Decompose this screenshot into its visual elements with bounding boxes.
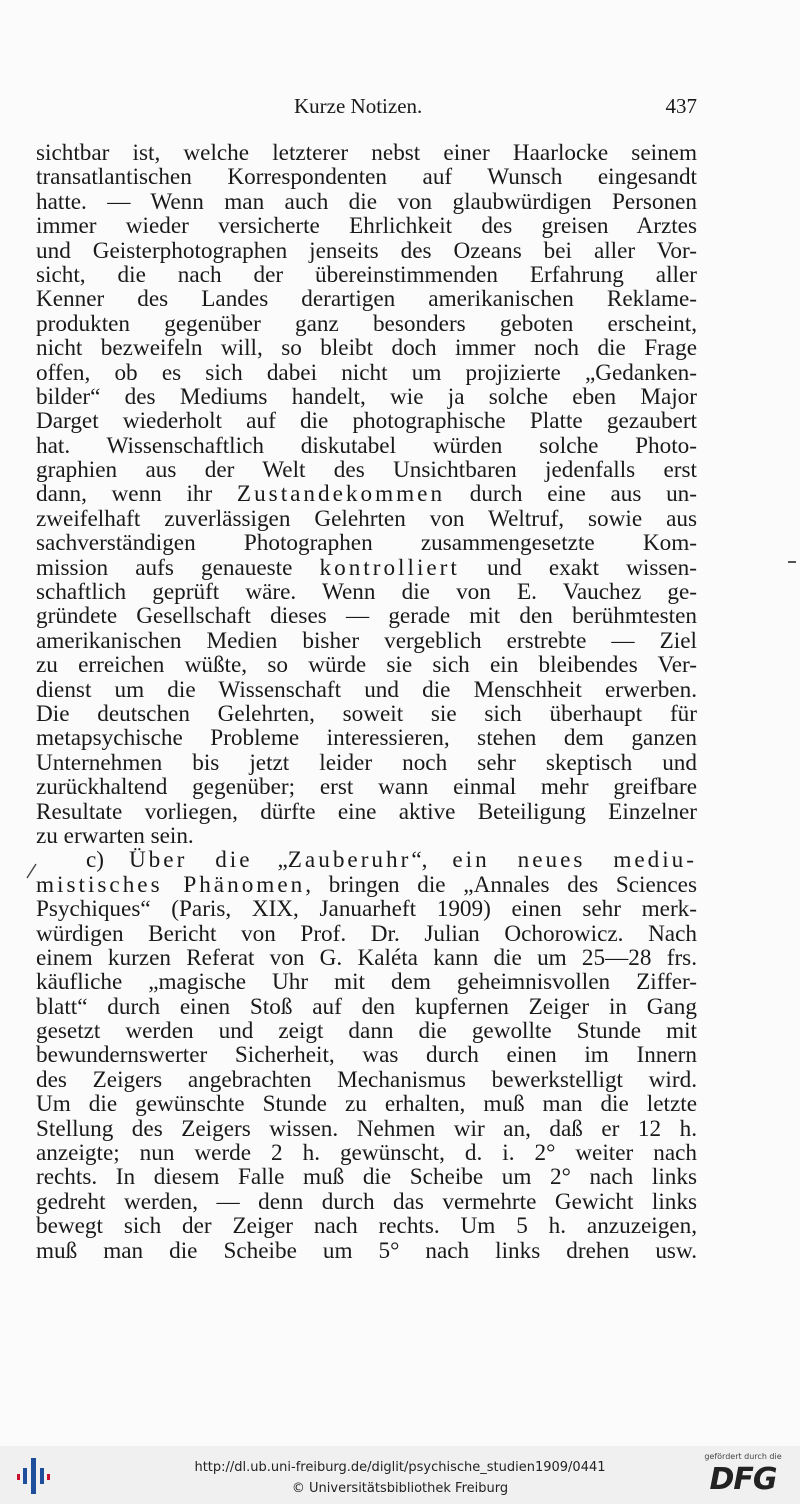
text-line: sachverständigen Photographen zusammengesetzte Kom- bbox=[36, 531, 697, 556]
text-line: zurückhaltend gegenüber; erst wann einmal mehr greifbare bbox=[36, 775, 697, 800]
text-line: Resultate vorliegen, dürfte eine aktive Beteiligung Einzelner bbox=[36, 799, 697, 824]
text-line: bewundernswerter Sicherheit, was durch einen im Innern bbox=[36, 1043, 697, 1068]
funder-note: gefördert durch die bbox=[704, 1452, 782, 1461]
page-number: 437 bbox=[665, 94, 697, 118]
copyright-text: © Universitätsbibliothek Freiburg bbox=[291, 1481, 509, 1496]
text-run: “, bbox=[411, 848, 453, 873]
text-line: produkten gegenüber ganz besonders geboten erscheint, bbox=[36, 311, 697, 337]
text-line: sichtbar ist, welche letzterer nebst einer Haarlocke seinem bbox=[36, 141, 697, 166]
text-line: immer wieder versicherte Ehrlichkeit des greisen Arztes bbox=[36, 214, 697, 239]
text-line: amerikanischen Medien bisher vergeblich erstrebte — Ziel bbox=[36, 628, 697, 654]
text-line: Psychiques“ (Paris, XIX, Januarheft 1909) einen sehr merk- bbox=[36, 897, 697, 922]
permalink-link[interactable]: http://dl.ub.uni-freiburg.de/diglit/psychische_studien1909/0441 bbox=[194, 1460, 606, 1475]
text-line: graphien aus der Welt des Unsichtbaren jedenfalls erst bbox=[36, 458, 697, 483]
margin-dash-mark bbox=[788, 560, 798, 564]
text-line bbox=[36, 556, 697, 580]
spaced-term: Zustandekommen bbox=[236, 482, 446, 507]
text-line: Stellung des Zeigers wissen. Nehmen wir an, daß er 12 h. bbox=[36, 1116, 697, 1142]
page-header bbox=[0, 94, 800, 124]
text-line: hat. Wissenschaftlich diskutabel würden solche Photo- bbox=[36, 433, 697, 459]
text-run: , bringen die „Annales des Sciences bbox=[305, 872, 697, 898]
text-line: Um die gewünschte Stunde zu erhalten, muß man die letzte bbox=[36, 1092, 697, 1117]
text-line: Darget wiederholt auf die photographische Platte gezaubert bbox=[36, 409, 697, 434]
spaced-term: mistisches Phänomen bbox=[36, 872, 306, 898]
text-line: sicht, die nach der übereinstimmenden Erfahrung aller bbox=[36, 262, 697, 288]
spaced-term: Zauberuhr bbox=[287, 848, 412, 873]
section-heading-line bbox=[36, 848, 697, 872]
text-run: und exakt wissen- bbox=[459, 555, 697, 581]
text-line: käufliche „magische Uhr mit dem geheimnisvollen Ziffer- bbox=[36, 970, 697, 995]
text-line bbox=[36, 482, 697, 506]
text-run: durch eine aus un- bbox=[445, 482, 697, 507]
text-line: einem kurzen Referat von G. Kaléta kann die um 25—28 frs. bbox=[36, 945, 697, 971]
text-line: nicht bezweifeln will, so bleibt doch immer noch die Frage bbox=[36, 336, 697, 361]
text-line: bilder“ des Mediums handelt, wie ja solche eben Major bbox=[36, 384, 697, 410]
text-run: „ bbox=[252, 848, 288, 873]
text-line: schaftlich geprüft wäre. Wenn die von E. Vauchez ge- bbox=[36, 580, 697, 605]
running-title: Kurze Notizen. bbox=[294, 94, 423, 118]
text-line: zu erreichen wüßte, so würde sie sich ein bleibendes Ver- bbox=[36, 653, 697, 678]
text-line: zu erwarten sein. bbox=[36, 823, 194, 849]
dfg-logo: DFG bbox=[709, 1462, 777, 1497]
text-run: mission aufs genaueste bbox=[36, 555, 320, 581]
text-line: zweifelhaft zuverlässigen Gelehrten von Weltruf, sowie aus bbox=[36, 506, 697, 532]
text-line: dienst um die Wissenschaft und die Menschheit erwerben. bbox=[36, 677, 697, 702]
text-line: bewegt sich der Zeiger nach rechts. Um 5 h. anzuzeigen, bbox=[36, 1214, 697, 1239]
text-line: des Zeigers angebrachten Mechanismus bewerkstelligt wird. bbox=[36, 1067, 697, 1093]
text-line: hatte. — Wenn man auch die von glaubwürdigen Personen bbox=[36, 189, 697, 215]
text-line: gesetzt werden und zeigt dann die gewollte Stunde mit bbox=[36, 1019, 697, 1044]
text-line: Die deutschen Gelehrten, soweit sie sich überhaupt für bbox=[36, 701, 697, 727]
body-text bbox=[36, 141, 697, 1263]
text-line: und Geisterphotographen jenseits des Ozeans bei aller Vor- bbox=[36, 238, 697, 263]
spaced-term: ein neues mediu- bbox=[452, 848, 697, 873]
text-line: Unternehmen bis jetzt leider noch sehr skeptisch und bbox=[36, 750, 697, 776]
section-marker: c) bbox=[86, 848, 129, 873]
spaced-term: kontrolliert bbox=[319, 555, 460, 581]
spaced-term: Über die bbox=[128, 848, 253, 873]
text-line: würdigen Bericht von Prof. Dr. Julian Ochorowicz. Nach bbox=[36, 921, 697, 946]
text-line: metapsychische Probleme interessieren, stehen dem ganzen bbox=[36, 726, 697, 751]
text-line: transatlantischen Korrespondenten auf Wunsch eingesandt bbox=[36, 165, 697, 190]
text-run: dann, wenn ihr bbox=[36, 482, 237, 507]
text-line: rechts. In diesem Falle muß die Scheibe um 2° nach links bbox=[36, 1165, 697, 1190]
text-line: anzeigte; nun werde 2 h. gewünscht, d. i. 2° weiter nach bbox=[36, 1141, 697, 1166]
text-line: gründete Gesellschaft dieses — gerade mit den berühmtesten bbox=[36, 604, 697, 629]
text-line: gedreht werden, — denn durch das vermehrte Gewicht links bbox=[36, 1189, 697, 1215]
viewer-footer bbox=[0, 1446, 800, 1504]
margin-pencil-mark bbox=[24, 862, 38, 882]
text-line: Kenner des Landes derartigen amerikanischen Reklame- bbox=[36, 287, 697, 312]
text-line: blatt“ durch einen Stoß auf den kupfernen Zeiger in Gang bbox=[36, 994, 697, 1020]
text-line: offen, ob es sich dabei nicht um projizierte „Gedanken- bbox=[36, 360, 697, 385]
text-line: muß man die Scheibe um 5° nach links drehen usw. bbox=[36, 1238, 697, 1263]
text-line bbox=[36, 873, 697, 897]
